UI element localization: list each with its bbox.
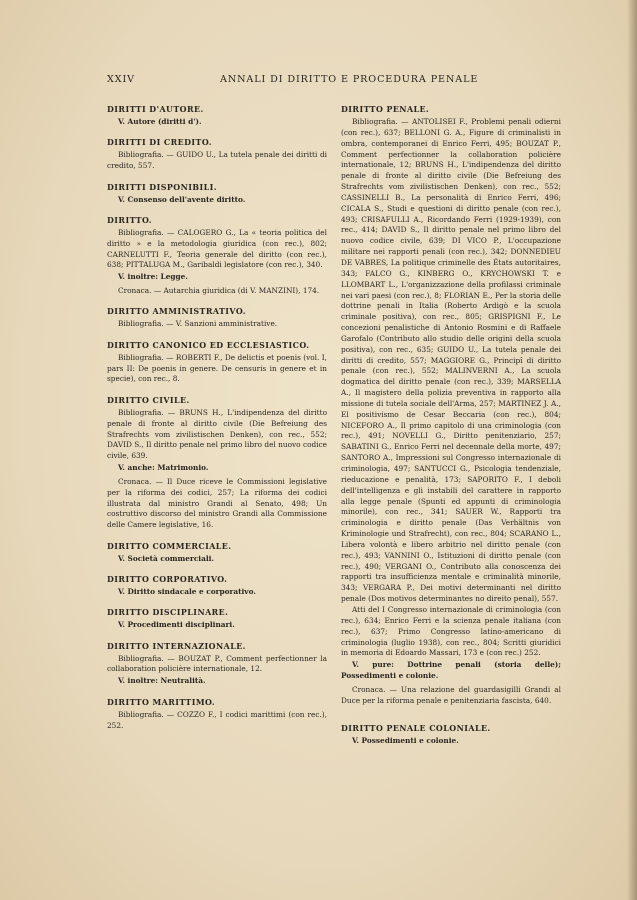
index-entry bbox=[107, 340, 327, 386]
entry-heading: DIRITTO DISCIPLINARE. bbox=[107, 608, 229, 618]
entry-chronicle: Cronaca. — Autarchia giuridica (di V. MANZINI), 174. bbox=[118, 286, 320, 296]
entry-heading: DIRITTO INTERNAZIONALE. bbox=[107, 641, 246, 651]
index-entry bbox=[107, 697, 327, 732]
index-entry bbox=[107, 641, 327, 688]
index-entry bbox=[107, 137, 327, 172]
index-entry bbox=[107, 306, 327, 330]
index-entry bbox=[107, 215, 327, 297]
cross-reference: V. pure: Dottrine penali (storia delle); Possedimenti e colonie. bbox=[341, 660, 561, 681]
entry-text: Bibliografia. — BRUNS H., L'indipendenza del diritto penale di fronte al diritto civile (Die Befreiung des Strafrechts vom zivilistischen Denken), con rec., 552; DAVID S., Il diritto penale nel primo libro del nuovo codice civile, 639. bbox=[107, 407, 327, 461]
entry-text: Bibliografia. — V. Sanzioni amministrative. bbox=[118, 319, 278, 329]
entry-heading: DIRITTO. bbox=[107, 215, 153, 225]
entry-heading: DIRITTI DI CREDITO. bbox=[107, 138, 212, 148]
index-entry bbox=[341, 104, 561, 707]
index-entry bbox=[107, 607, 327, 631]
entry-text: Bibliografia. — GUIDO U., La tutela penale dei diritti di credito, 557. bbox=[107, 150, 327, 171]
entry-heading: DIRITTO PENALE COLONIALE. bbox=[341, 723, 491, 733]
entry-text: Bibliografia. — ANTOLISEI F., Problemi penali odierni (con rec.), 637; BELLONI G. A., Figure di criminalisti in ombra, contemporanei di Enrico Ferri, 495; BOUZAT P., Comment perfectionner la collaboration policière internationale, 12; BRUNS H., L'indipendenza del diritto penale di fronte al diritto civile (Die Befreiung des Strafrechts vom zivilistischen Denken), con rec., 552; CASSINELLI B., La personalità di Enrico Ferri, 496; CICALA S., Studi e questioni di diritto penale (con rec.), 493; CRISAFULLI A., Ricordando Ferri (1929-1939), con rec., 414; DAVID S., Il diritto penale nel primo libro del nuovo codice civile, 639; DI VICO P., L'occupazione militare nei rapporti penali (con rec.), 342; DONNEDIEU DE VABRES, La politique criminelle des États autoritaires, 343; FALCO G., KINBERG O., KRYCHOWSKI T. e LLOMBART L., L'organizzazione della profilassi criminale nei vari paesi (con rec.), 8; FLORIAN E., Per la storia delle dottrine penali in Italia (Roberto Ardigò e la scuola criminale positiva), con rec., 805; GRISPIGNI F., Le concezioni penalistiche di Antonio Rosmini e di Raffaele Garofalo (Contributo allo studio delle origini della scuola positiva), con rec., 635; GUIDO U., La tutela penale dei diritti di credito, 557; MAGGIORE G., Principî di diritto penale (con rec.), 552; MALINVERNI A., La scuola dogmatica del diritto penale (con rec.), 339; MARSELLA A., Il magistero della polizia preventiva in rapporto alla missione di tutela sociale dell'Arma, 257; MARTINEZ J. A., El positivismo de Cesar Beccaria (con rec.), 804; NICEFORO A., Il primo capitolo di una criminologia (con rec.), 491; NOVELLI G., Diritto penitenziario, 257; SABATINI G., Enrico Ferri nel decennale della morte, 497; SANTORO A., Impressioni sul Congresso internazionale di criminologia, 497; SANTUCCI G., Psicologia tendenziale, rieducazione e penalità, 173; SAPORITO F., I deboli dell'intelligenza e gli instabili del carattere in rapporto alla legge penale (Spunti ed appunti di criminologia minorile), con rec., 341; SAUER W., Rapporti tra criminologia e diritto penale (Das Verhältnis von Kriminologie und Strafrecht), con rec., 804; SCARANO L., Libera volontà e libero arbitrio nel diritto penale (con rec.), 493; VANNINI O., Istituzioni di diritto penale (con rec.), 490; VERGANI O., Contributo alla conoscenza dei rapporti tra insufficienza mentale e criminalità minorile, 343; VERGARA P., Dei motivi determinanti nel diritto penale (Dos motivos determinantes no direito penal), 557. bbox=[341, 117, 561, 604]
entry-heading: DIRITTI DISPONIBILI. bbox=[107, 182, 217, 192]
cross-reference: V. anche: Matrimonio. bbox=[118, 463, 209, 473]
cross-reference: V. inoltre: Legge. bbox=[118, 272, 188, 282]
cross-reference: V. Diritto sindacale e corporativo. bbox=[118, 586, 256, 596]
entry-text: Bibliografia. — BOUZAT P., Comment perfectionner la collaboration policière internationale, 12. bbox=[107, 653, 327, 674]
left-column bbox=[107, 104, 327, 741]
entry-heading: DIRITTO CANONICO ED ECCLESIASTICO. bbox=[107, 340, 310, 350]
entry-text: Bibliografia. — COZZO F., I codici marittimi (con rec.), 252. bbox=[107, 709, 327, 730]
running-header bbox=[107, 74, 542, 88]
entry-text-continued: Atti del I Congresso internazionale di criminologia (con rec.), 634; Enrico Ferri e la scienza penale italiana (con rec.), 637; Primo Congresso latino-americano di criminologia (luglio 1938), con rec., 804; Scritti giuridici in memoria di Edoardo Massari, 173 e (con rec.) 252. bbox=[341, 604, 561, 658]
entry-heading: DIRITTO MARITTIMO. bbox=[107, 697, 216, 707]
page-number: XXIV bbox=[107, 74, 135, 85]
cross-reference: V. Possedimenti e colonie. bbox=[352, 735, 459, 745]
entry-heading: DIRITTO CORPORATIVO. bbox=[107, 574, 228, 584]
running-title: ANNALI DI DIRITTO E PROCEDURA PENALE bbox=[220, 74, 479, 85]
entry-chronicle: Cronaca. — Una relazione del guardasigilli Grandi al Duce per la riforma penale e penitenziaria fascista, 640. bbox=[341, 684, 561, 705]
cross-reference: V. Procedimenti disciplinari. bbox=[118, 620, 235, 630]
index-entry bbox=[107, 182, 327, 206]
entry-text: Bibliografia. — CALOGERO G., La « teoria politica del diritto » e la metodologia giuridica (con rec.), 802; CARNELUTTI F., Teoria generale del diritto (con rec.), 638; PITTALUGA M., Garibaldi legislatore (con rec.), 340. bbox=[107, 227, 327, 270]
index-entry bbox=[107, 395, 327, 531]
entry-text: Bibliografia. — ROBERTI F., De delictis et poenis (vol. I, pars II: De poenis in genere. De censuris in genere et in specie), con rec., 8. bbox=[107, 352, 327, 384]
cross-reference: V. Consenso dell'avente diritto. bbox=[118, 194, 246, 204]
entry-chronicle: Cronaca. — Il Duce riceve le Commissioni legislative per la riforma dei codici, 257; La riforma dei codici illustrata dal ministro Grandi al Senato, 498; Un costruttivo discorso del ministro Grandi alla Commissione delle Camere legislative, 16. bbox=[107, 476, 327, 530]
entry-heading: DIRITTO AMMINISTRATIVO. bbox=[107, 307, 246, 317]
cross-reference: V. inoltre: Neutralità. bbox=[118, 676, 206, 686]
cross-reference: V. Società commerciali. bbox=[118, 553, 214, 563]
entry-heading: DIRITTI D'AUTORE. bbox=[107, 105, 204, 114]
index-entry bbox=[107, 574, 327, 598]
index-entry bbox=[341, 723, 561, 747]
index-entry bbox=[107, 541, 327, 565]
cross-reference: V. Autore (diritti d'). bbox=[118, 117, 202, 126]
entry-heading: DIRITTO PENALE. bbox=[341, 105, 430, 114]
entry-heading: DIRITTO COMMERCIALE. bbox=[107, 541, 232, 551]
index-entry bbox=[107, 104, 327, 128]
right-column bbox=[341, 104, 561, 756]
entry-heading: DIRITTO CIVILE. bbox=[107, 395, 190, 405]
